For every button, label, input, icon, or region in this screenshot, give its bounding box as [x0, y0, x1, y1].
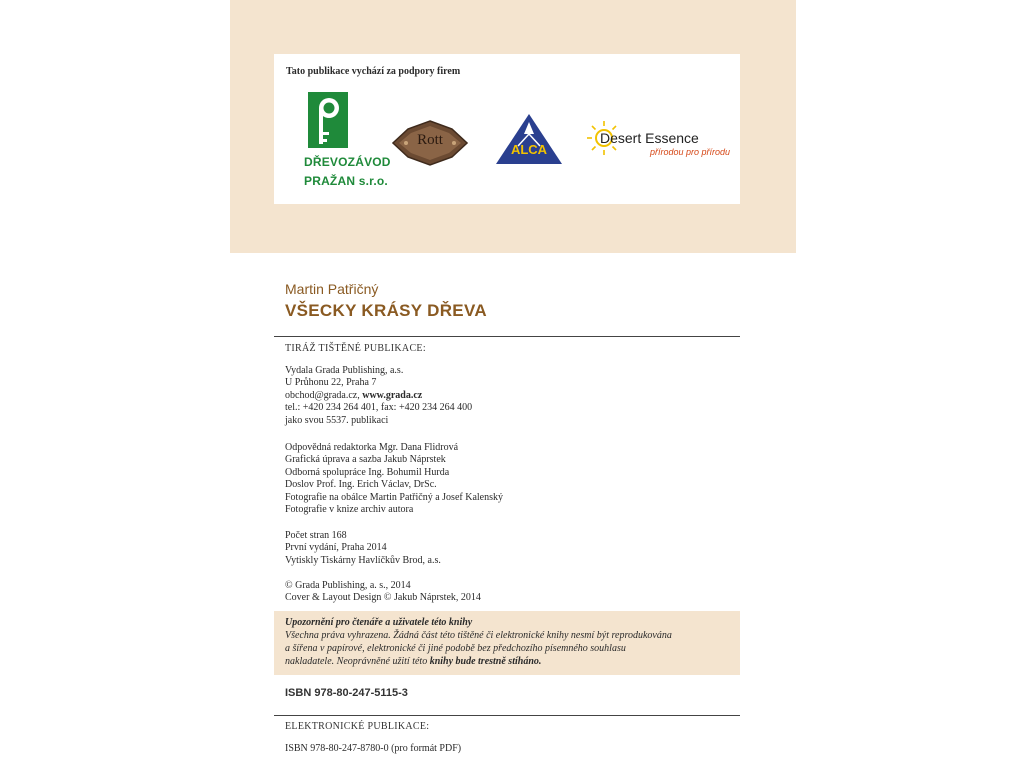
rott-logo	[392, 120, 468, 166]
prazan-mark-icon	[308, 92, 348, 148]
publisher-email[interactable]: obchod@grada.cz,	[285, 389, 363, 401]
publisher-series: jako svou 5537. publikaci	[285, 414, 389, 426]
book-title: VŠECKY KRÁSY DŘEVA	[285, 301, 487, 320]
publisher-phone: tel.: +420 234 264 401, fax: +420 234 264 400	[285, 402, 473, 414]
sponsor-box	[274, 54, 740, 204]
credit-line: Odborná spolupráce Ing. Bohumil Hurda	[285, 466, 450, 478]
desert-essence-tagline: přírodou pro přírodu	[650, 147, 731, 157]
copyright-line: Cover & Layout Design © Jakub Náprstek, 2014	[285, 592, 481, 604]
rights-notice-title: Upozornění pro čtenáře a uživatele této knihy	[285, 617, 473, 628]
publisher-block	[285, 365, 472, 427]
rights-notice-line: Všechna práva vyhrazena. Žádná část této tištěné či elektronické knihy nesmí být reprodukována	[285, 630, 672, 641]
author-name: Martin Patřičný	[285, 281, 379, 297]
prazan-logo	[304, 92, 391, 192]
credit-line: Odpovědná redaktorka Mgr. Dana Flidrová	[285, 442, 459, 453]
rights-notice-box	[274, 611, 740, 675]
credit-line: Fotografie v knize archiv autora	[285, 504, 414, 516]
ebook-isbn: ISBN 978-80-247-8780-0 (pro formát PDF)	[285, 743, 462, 754]
prazan-name-line2: PRAŽAN s.r.o.	[304, 174, 388, 188]
sponsor-band	[230, 0, 796, 253]
rott-wordmark: Rott	[417, 132, 443, 148]
print-isbn: ISBN 978-80-247-5115-3	[285, 687, 408, 699]
credit-line: Fotografie na obálce Martin Patřičný a Josef Kalenský	[285, 491, 503, 503]
credits-block	[285, 442, 503, 516]
print-info-line: Počet stran 168	[285, 530, 347, 541]
imprint-page	[230, 0, 796, 768]
desert-essence-logo	[586, 118, 736, 158]
publisher-web-link[interactable]: www.grada.cz	[362, 389, 423, 401]
alca-logo	[494, 112, 564, 166]
print-info-line: Vytiskly Tiskárny Havlíčkův Brod, a.s.	[285, 554, 441, 566]
divider	[274, 715, 740, 716]
rights-notice-emphasis: knihy bude trestně stíháno.	[429, 656, 542, 667]
alca-wordmark: ALCA	[510, 142, 548, 157]
rights-notice-line	[285, 656, 541, 667]
rights-notice-text: nakladatele. Neoprávněné užití této	[285, 656, 430, 667]
publisher-name: Vydala Grada Publishing, a.s.	[285, 365, 404, 376]
alca-triangle-icon	[494, 112, 564, 166]
ebook-imprint-label: ELEKTRONICKÉ PUBLIKACE:	[285, 721, 430, 732]
desert-essence-name: Desert Essence	[600, 130, 699, 146]
copyright-line: © Grada Publishing, a. s., 2014	[285, 580, 411, 591]
print-info-line: První vydání, Praha 2014	[285, 542, 387, 554]
prazan-name-line1: DŘEVOZÁVOD	[304, 155, 391, 169]
credit-line: Grafická úprava a sazba Jakub Náprstek	[285, 454, 446, 466]
rights-notice-line: a šířena v papírové, elektronické či jiné podobě bez předchozího písemného souhlasu	[285, 643, 626, 654]
print-info-block	[285, 530, 441, 567]
publisher-address: U Průhonu 22, Praha 7	[285, 377, 377, 389]
divider	[274, 336, 740, 337]
copyright-block	[285, 580, 481, 605]
sponsor-heading: Tato publikace vychází za podpory firem	[286, 66, 461, 77]
credit-line: Doslov Prof. Ing. Erich Václav, DrSc.	[285, 479, 437, 491]
print-imprint-label: TIRÁŽ TIŠTĚNÉ PUBLIKACE:	[285, 343, 426, 354]
publisher-contact	[285, 390, 472, 402]
